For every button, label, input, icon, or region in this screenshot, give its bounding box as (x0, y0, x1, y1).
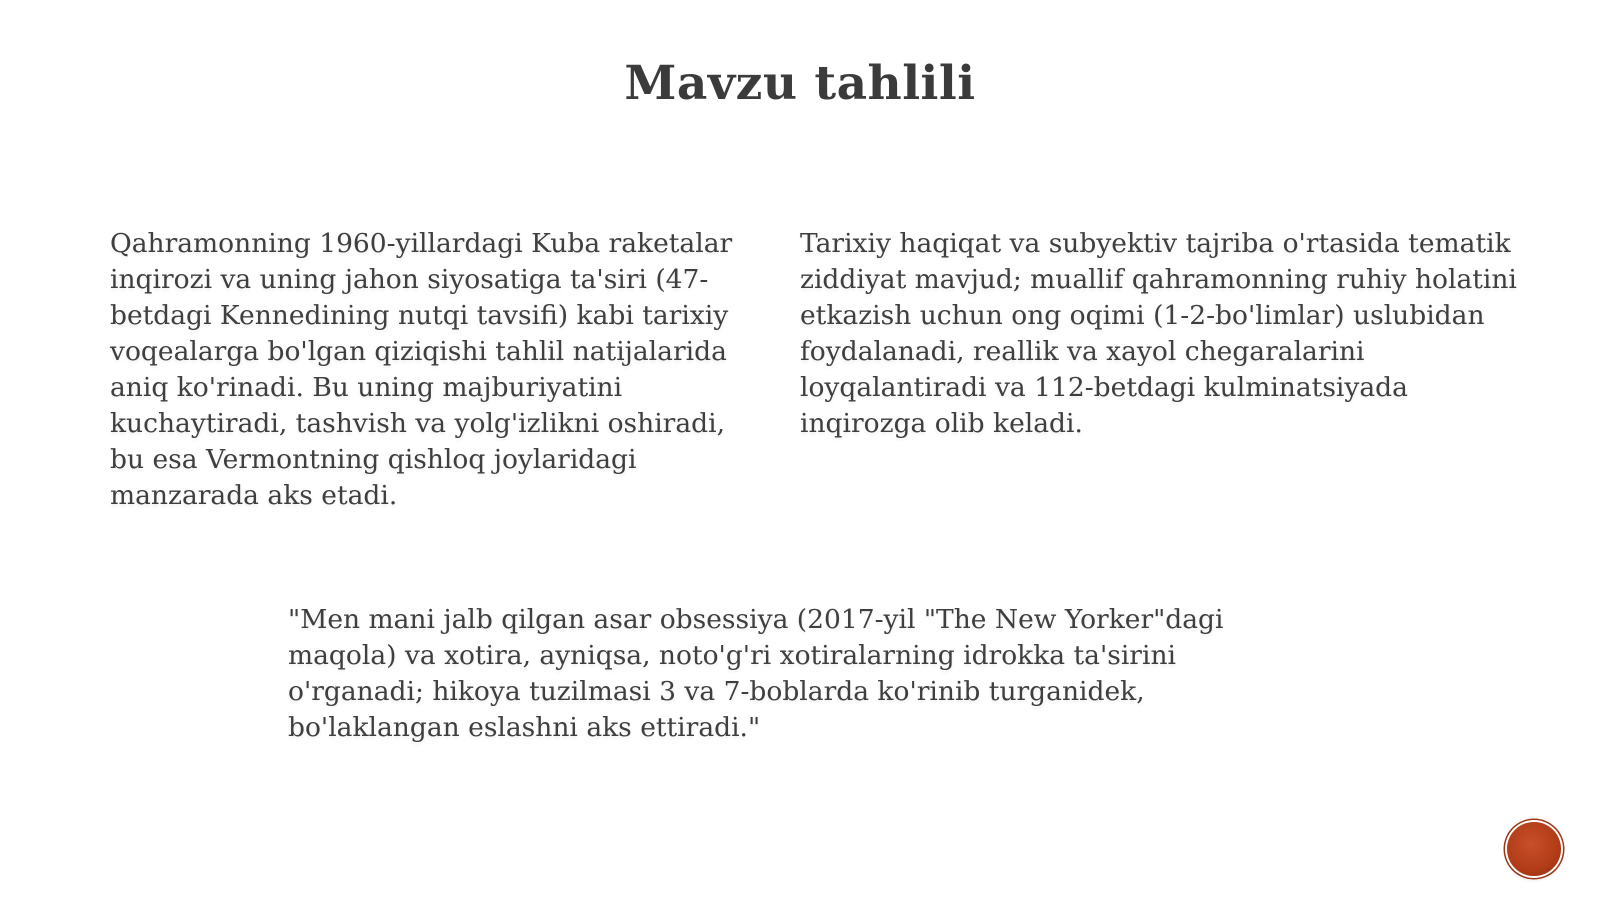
slide-title: Mavzu tahlili (624, 56, 976, 111)
quote-paragraph: "Men mani jalb qilgan asar obsessiya (2017-yil "The New Yorker"dagi maqola) va xotira, ayniqsa, noto'g'ri xotiralarning idrokka ta'sirini o'rganadi; hikoya tuzilmasi 3 va 7-boblarda ko'rinib turganidek, bo'laklangan eslashni aks ettiradi." (288, 604, 1224, 743)
right-paragraph: Tarixiy haqiqat va subyektiv tajriba o'rtasida tematik ziddiyat mavjud; muallif qahramonning ruhiy holatini etkazish uchun ong oqimi (1-2-bo'limlar) uslubidan foydalanadi, reallik va xayol chegaralarini loyqalantiradi va 112-betdagi kulminatsiyada inqirozga olib keladi. (800, 228, 1517, 439)
left-paragraph: Qahramonning 1960-yillardagi Kuba raketalar inqirozi va uning jahon siyosatiga ta'siri (47-betdagi Kennedining nutqi tavsifi) kabi tarixiy voqealarga bo'lgan qiziqishi tahlil natijalarida aniq ko'rinadi. Bu uning majburiyatini kuchaytiradi, tashvish va yolg'izlikni oshiradi, bu esa Vermontning qishloq joylaridagi manzarada aks etadi. (110, 228, 733, 511)
circle-nav-icon[interactable] (1507, 822, 1561, 876)
